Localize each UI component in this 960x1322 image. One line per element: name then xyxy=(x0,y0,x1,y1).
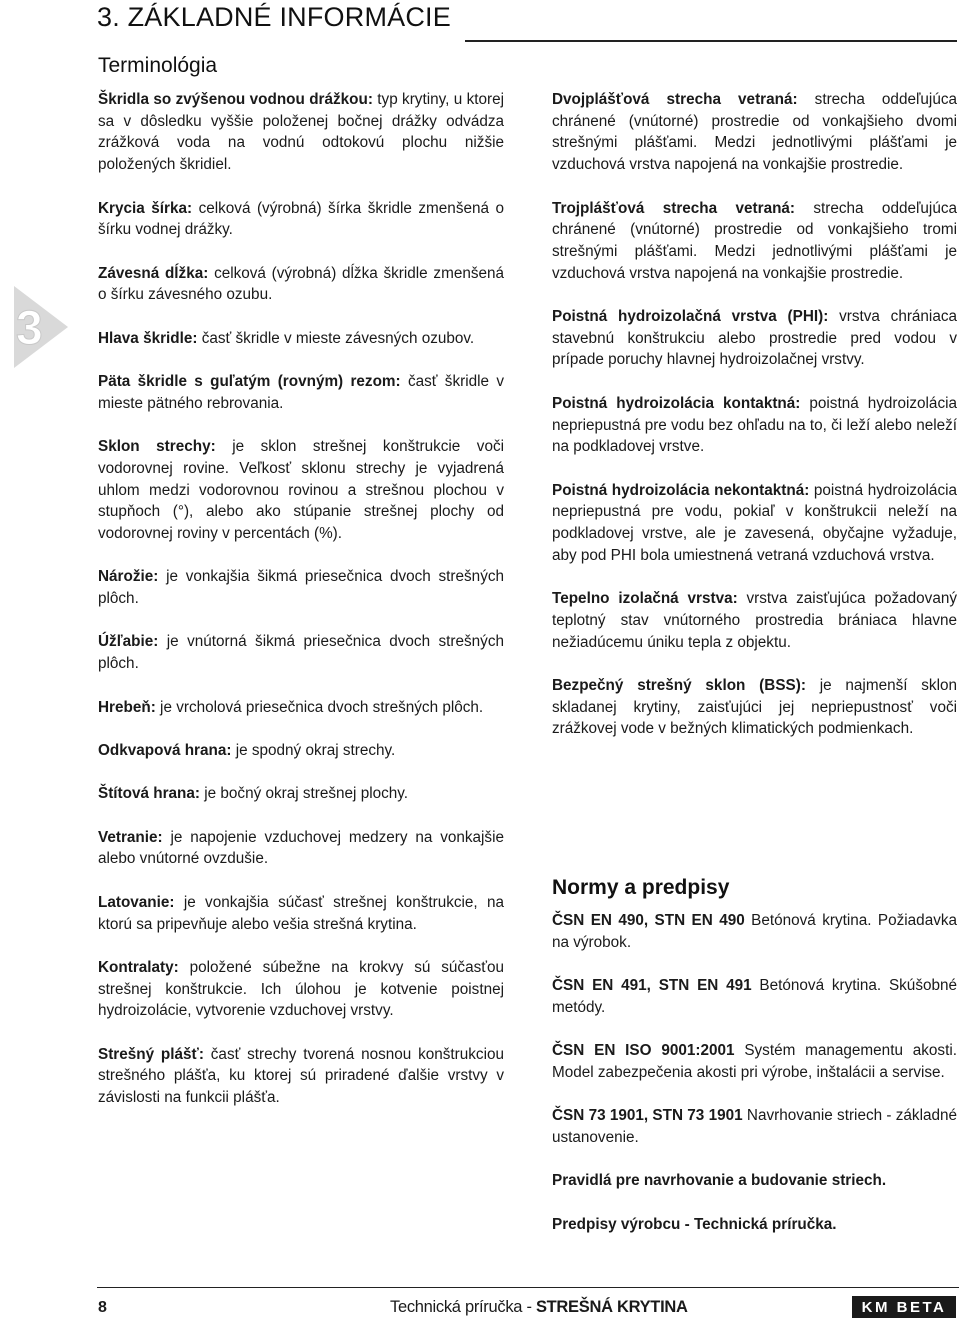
term-definition: časť škridle v mieste závesných ozubov. xyxy=(197,329,475,347)
term-name: Päta škridle s guľatým (rovným) rezom: xyxy=(98,373,401,391)
term-entry xyxy=(552,306,957,371)
norm-entry xyxy=(552,1040,957,1083)
term-definition: je vonkajšia súčasť strešnej konštrukcie, na ktorú sa pripevňuje alebo vešia strešná krytina. xyxy=(98,893,504,933)
term-entry xyxy=(552,89,957,176)
term-entry xyxy=(552,588,957,653)
term-entry xyxy=(98,827,504,870)
km-beta-logo xyxy=(852,1296,956,1318)
term-name: Vetranie: xyxy=(98,828,163,846)
term-entry xyxy=(552,393,957,458)
term-definition: je najmenší sklon skladanej krytiny, zaisťujúci jej nepriepustnosť voči zrážkovej vode v bežných klimatických podmienkach. xyxy=(552,676,957,738)
term-name: Strešný plášť: xyxy=(98,1045,204,1063)
term-entry xyxy=(552,480,957,567)
norm-description: Systém managementu akosti. Model zabezpečenia akosti pri výrobe, inštalácii a servise. xyxy=(552,1042,957,1081)
norm-code: ČSN 73 1901, STN 73 1901 xyxy=(552,1107,743,1125)
term-name: Latovanie: xyxy=(98,893,175,911)
term-definition: vrstva chrániaca stavebnú konštrukciu alebo prostredie pred vodou v prípade poruchy hlavnej hydroizolačnej vrstvy. xyxy=(552,308,957,369)
term-definition: je spodný okraj strechy. xyxy=(231,741,396,759)
term-name: Škridla so zvýšenou vodnou drážkou: xyxy=(98,91,373,108)
term-entry xyxy=(552,198,957,285)
term-name: Tepelno izolačná vrstva: xyxy=(552,590,738,608)
term-name: Hlava škridle: xyxy=(98,329,198,347)
term-name: Závesná dĺžka: xyxy=(98,264,209,282)
footer-title-brand: STREŠNÁ KRYTINA xyxy=(535,1298,688,1316)
term-name: Štítová hrana: xyxy=(98,785,200,803)
term-name: Sklon strechy: xyxy=(98,438,216,456)
term-name: Krycia šírka: xyxy=(98,199,193,217)
norm-entry xyxy=(552,910,957,953)
norm-entry xyxy=(552,1105,957,1148)
page-number: 8 xyxy=(98,1299,107,1316)
norm-code: ČSN EN 490, STN EN 490 xyxy=(552,912,745,929)
term-name: Poistná hydroizolačná vrstva (PHI): xyxy=(552,308,829,325)
term-definition: je vrcholová priesečnica dvoch strešných plôch. xyxy=(155,698,484,716)
term-definition: celková (výrobná) šírka škridle zmenšená o šírku vodnej drážky. xyxy=(98,199,504,239)
norm-code: Pravidlá pre navrhovanie a budovanie striech. xyxy=(552,1172,887,1190)
term-definition: je bočný okraj strešnej plochy. xyxy=(200,785,409,803)
term-name: Dvojplášťová strecha vetraná: xyxy=(552,91,798,108)
term-definition: poistná hydroizolácia nepriepustná pre vodu, pokiaľ v konštrukcii neleží na podkladovej vrstve, ale je zavesená, obyčajne vyžaduje, aby pod PHI bola umiestnená vetraná vzduchová vrstva. xyxy=(552,481,957,564)
norm-description: Betónová krytina. Požiadavka na výrobok. xyxy=(552,912,958,951)
term-name: Trojplášťová strecha vetraná: xyxy=(552,199,796,217)
term-definition: strecha oddeľujúca chránené (vnútorné) prostredie od vonkajšieho tromi strešnými plášťami. Medzi jednotlivými plášťami je vzduchová vrstva napojená na vonkajšie prostredie. xyxy=(552,199,957,282)
footer-title-prefix: Technická príručka - xyxy=(390,1298,536,1316)
term-name: Odkvapová hrana: xyxy=(98,741,232,759)
term-name: Úžľabie: xyxy=(98,633,159,651)
footer-title xyxy=(390,1298,688,1317)
term-name: Bezpečný strešný sklon (BSS): xyxy=(552,676,806,694)
term-definition: strecha oddeľujúca chránené (vnútorné) prostredie od vonkajšieho dvomi strešnými plášťami. Medzi jednotlivými plášťami je vzduchová vrstva napojená na vonkajšie prostredie. xyxy=(552,91,957,174)
term-entry xyxy=(98,328,504,350)
term-definition: časť strechy tvorená nosnou konštrukciou strešného plášťa, ku ktorej sú priradené ďalšie vrstvy v závislosti na funkcii plášťa. xyxy=(98,1045,504,1107)
chapter-number-badge xyxy=(14,286,68,368)
norm-entry xyxy=(552,975,957,1018)
term-entry xyxy=(98,1044,504,1109)
term-entry xyxy=(98,89,504,176)
page-title: 3. ZÁKLADNÉ INFORMÁCIE xyxy=(97,2,451,32)
term-definition: je sklon strešnej konštrukcie voči vodorovnej rovine. Veľkosť sklonu strechy je vyjadrená uhlom medzi vodorovnou rovinou a strešnou plochou v stupňoch (°), alebo ako stúpanie strešnej plochy od vodorovnej roviny v percentách (%). xyxy=(98,438,504,542)
term-name: Poistná hydroizolácia kontaktná: xyxy=(552,394,801,412)
norms-title: Normy a predpisy xyxy=(552,876,730,899)
term-entry xyxy=(552,675,957,740)
term-entry xyxy=(98,436,504,545)
term-definition: typ krytiny, u ktorej sa v dôsledku vyššie položenej bočnej drážky odvádza zrážková voda na vodnú odtokovú plochu nižšie položených škridiel. xyxy=(98,91,504,174)
norm-description: Betónová krytina. Skúšobné metódy. xyxy=(552,977,957,1016)
norm-code: ČSN EN 491, STN EN 491 xyxy=(552,977,752,995)
term-entry xyxy=(98,892,504,935)
term-entry xyxy=(98,198,504,241)
term-name: Poistná hydroizolácia nekontaktná: xyxy=(552,481,810,499)
norm-description: Navrhovanie striech - základné ustanovenie. xyxy=(552,1107,957,1146)
terminology-column-right xyxy=(552,89,957,762)
term-entry xyxy=(98,783,504,805)
term-definition: je napojenie vzduchovej medzery na vonkajšie alebo vnútorné ovzdušie. xyxy=(98,828,504,868)
term-entry xyxy=(98,263,504,306)
logo-text: KM BETA xyxy=(861,1298,947,1316)
chapter-number: 3 xyxy=(16,302,43,355)
term-entry xyxy=(98,697,504,719)
term-entry xyxy=(98,631,504,674)
term-definition: poistná hydroizolácia nepriepustná pre vodu bez ohľadu na to, či leží alebo neleží na podkladovej vrstve. xyxy=(552,394,958,456)
term-entry xyxy=(98,740,504,762)
term-definition: časť škridle v mieste pätného rebrovania. xyxy=(98,373,504,412)
heading-rule xyxy=(465,40,957,42)
term-name: Kontralaty: xyxy=(98,958,179,976)
norm-code: ČSN EN ISO 9001:2001 xyxy=(552,1042,735,1060)
terminology-column-left xyxy=(98,89,504,1131)
term-entry xyxy=(98,371,504,414)
term-entry xyxy=(98,566,504,609)
term-definition: je vnútorná šikmá priesečnica dvoch strešných plôch. xyxy=(98,633,504,673)
term-definition: položené súbežne na krokvy sú súčasťou strešnej konštrukcie. Ich úlohou je kotvenie poistnej hydroizolácie, vytvorenie vzduchovej vrstvy. xyxy=(98,958,504,1020)
terminology-title: Terminológia xyxy=(98,54,218,77)
term-definition: vrstva zaisťujúca požadovaný teplotný stav vnútorného prostredia brániaca hlavne nežiadúcemu úniku tepla z objektu. xyxy=(552,590,957,651)
norm-entry xyxy=(552,1214,957,1236)
term-definition: je vonkajšia šikmá priesečnica dvoch strešných plôch. xyxy=(98,568,504,608)
norms-list xyxy=(552,910,957,1257)
norm-entry xyxy=(552,1170,957,1192)
term-entry xyxy=(98,957,504,1022)
norm-code: Predpisy výrobcu - Technická príručka. xyxy=(552,1215,837,1233)
term-definition: celková (výrobná) dĺžka škridle zmenšená o šírku závesného ozubu. xyxy=(98,264,505,304)
term-name: Hrebeň: xyxy=(98,698,156,716)
term-name: Nárožie: xyxy=(98,568,159,586)
footer-rule xyxy=(97,1287,959,1288)
